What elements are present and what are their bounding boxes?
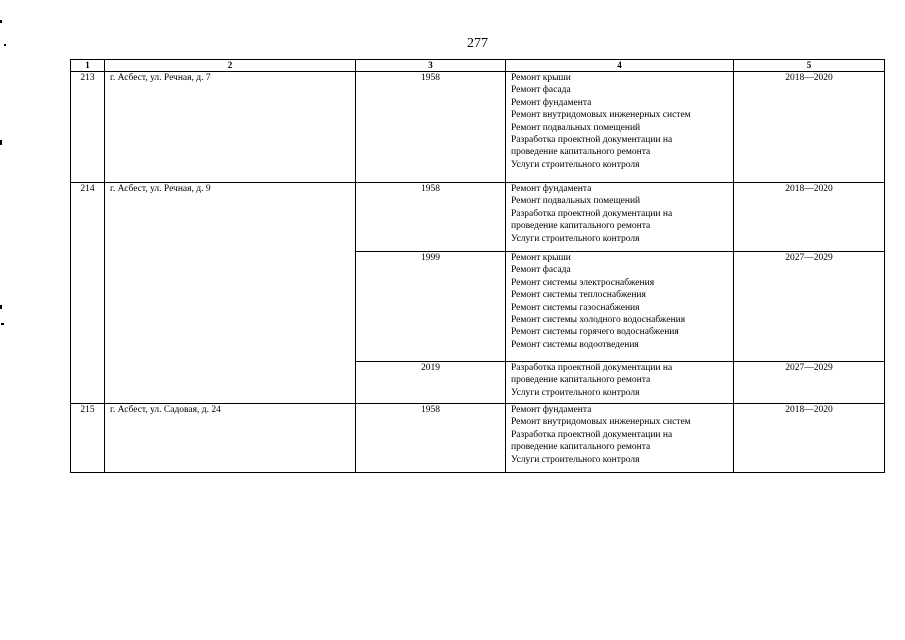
year: 2019 [356, 362, 506, 404]
repair-period: 2018—2020 [734, 404, 885, 473]
work-item: Ремонт фасада [511, 85, 571, 96]
work-item: Ремонт системы газоснабжения [511, 302, 640, 313]
repair-period: 2027—2029 [734, 362, 885, 404]
work-item: проведение капитального ремонта [511, 375, 651, 386]
work-item: Разработка проектной документации на [511, 429, 673, 440]
work-item: Разработка проектной документации на [511, 135, 673, 146]
building-address: г. Асбест, ул. Речная, д. 7 [105, 72, 356, 183]
works-list [506, 362, 734, 404]
page-number: 277 [467, 36, 488, 51]
row-number: 215 [71, 404, 105, 473]
scan-mark [0, 140, 2, 145]
table-row [71, 183, 885, 252]
work-item: Ремонт внутридомовых инженерных систем [511, 417, 691, 428]
work-item: Ремонт крыши [511, 73, 571, 83]
year: 1958 [356, 183, 506, 252]
work-item: Ремонт фундамента [511, 184, 592, 194]
building-address: г. Асбест, ул. Речная, д. 9 [105, 183, 356, 404]
work-item: Ремонт системы электроснабжения [511, 277, 655, 288]
work-item: Разработка проектной документации на [511, 208, 673, 219]
works-list [506, 72, 734, 183]
building-address: г. Асбест, ул. Садовая, д. 24 [105, 404, 356, 473]
column-header-1: 1 [71, 60, 105, 72]
repair-period: 2027—2029 [734, 252, 885, 362]
repair-period: 2018—2020 [734, 183, 885, 252]
table-row [71, 72, 885, 183]
row-number: 214 [71, 183, 105, 404]
column-header-3: 3 [356, 60, 506, 72]
scan-mark [4, 44, 6, 46]
works-list [506, 252, 734, 362]
year: 1958 [356, 72, 506, 183]
work-item: проведение капитального ремонта [511, 221, 651, 232]
work-item: Услуги строительного контроля [511, 233, 640, 244]
work-item: Ремонт подвальных помещений [511, 196, 641, 207]
scan-mark [0, 20, 2, 23]
repair-period: 2018—2020 [734, 72, 885, 183]
work-item: проведение капитального ремонта [511, 442, 651, 453]
column-header-5: 5 [734, 60, 885, 72]
column-header-4: 4 [506, 60, 734, 72]
work-item: Услуги строительного контроля [511, 387, 640, 398]
work-item: Услуги строительного контроля [511, 159, 640, 170]
work-item: Ремонт фасада [511, 265, 571, 276]
works-list [506, 183, 734, 252]
capital-repair-table [70, 59, 885, 473]
scan-mark [0, 305, 2, 309]
work-item: Ремонт крыши [511, 253, 571, 263]
work-item: проведение капитального ремонта [511, 147, 651, 158]
scan-mark [1, 323, 4, 325]
work-item: Ремонт внутридомовых инженерных систем [511, 110, 691, 121]
work-item: Разработка проектной документации на [511, 363, 673, 373]
table-row [71, 404, 885, 473]
column-header-2: 2 [105, 60, 356, 72]
table-header-row [71, 60, 885, 72]
work-item: Ремонт фундамента [511, 97, 592, 108]
work-item: Ремонт системы водоотведения [511, 339, 639, 350]
work-item: Ремонт системы холодного водоснабжения [511, 315, 686, 326]
row-number: 213 [71, 72, 105, 183]
work-item: Ремонт системы горячего водоснабжения [511, 327, 679, 338]
work-item: Услуги строительного контроля [511, 454, 640, 465]
year: 1999 [356, 252, 506, 362]
work-item: Ремонт системы теплоснабжения [511, 290, 646, 301]
works-list [506, 404, 734, 473]
work-item: Ремонт фундамента [511, 405, 592, 415]
year: 1958 [356, 404, 506, 473]
work-item: Ремонт подвальных помещений [511, 122, 641, 133]
